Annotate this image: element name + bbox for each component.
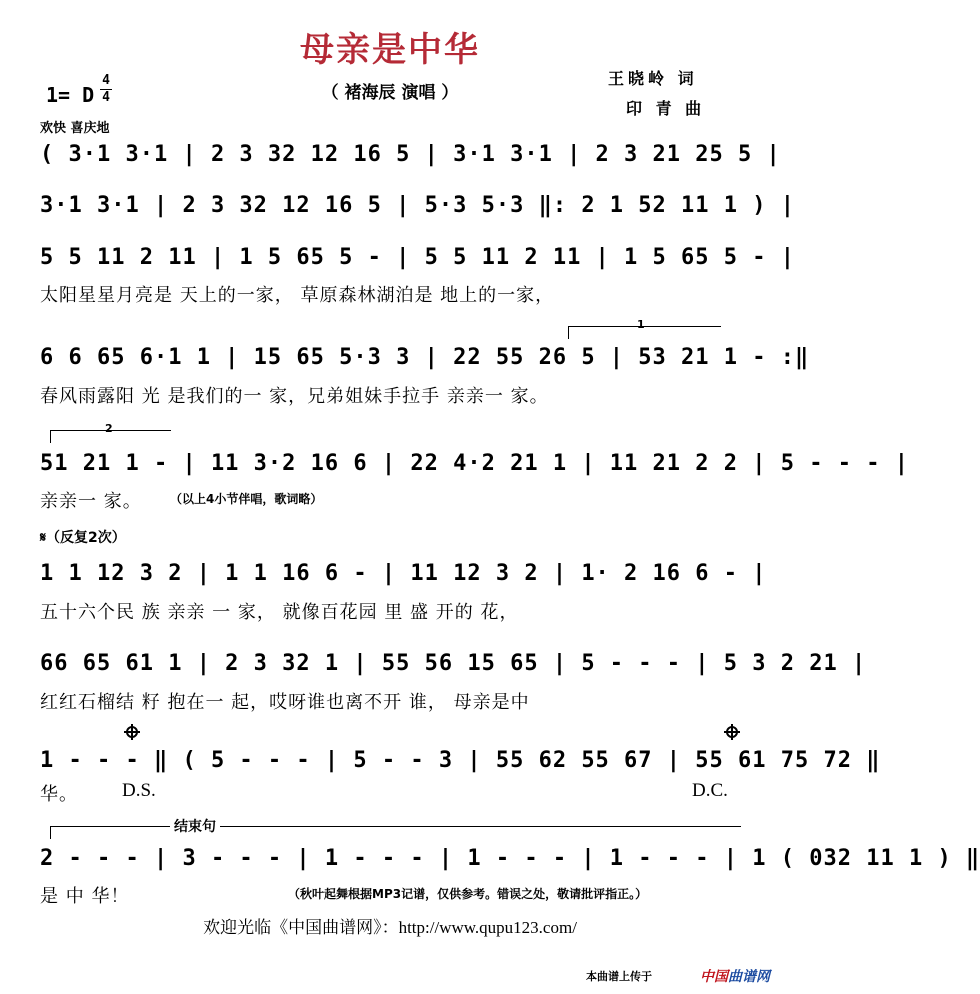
composer-credit: 印 青 曲 bbox=[626, 99, 706, 118]
score-row-9: 2 - - - | 3 - - - | 1 - - - | 1 - - - | 1 - - - | 1 ( 032 11 1 ) ‖ bbox=[40, 846, 980, 871]
segno-marker bbox=[40, 527, 126, 547]
volta-1-number: 1 bbox=[637, 318, 645, 331]
coda-icon bbox=[124, 724, 140, 740]
lyric-row-9: 是 中 华！ bbox=[40, 886, 130, 907]
singer-credit: （ 褚海辰 演唱 ） bbox=[321, 83, 459, 103]
da-capo-marker: D.C. bbox=[692, 780, 728, 801]
score-row-4: 6 6 65 6·1 1 | 15 65 5·3 3 | 22 55 26 5 | 53 21 1 - :‖ bbox=[40, 345, 810, 370]
logo-cc: 曲谱网 bbox=[728, 969, 770, 985]
score-row-8: 1 - - - ‖ ( 5 - - - | 5 - - 3 | 55 62 55 67 | 55 61 75 72 ‖ bbox=[40, 748, 881, 773]
score-row-7: 66 65 61 1 | 2 3 32 1 | 55 56 15 65 | 5 - - - | 5 3 2 21 | bbox=[40, 651, 867, 676]
transcription-note: （秋叶起舞根据MP3记谱，仅供参考。错误之处，敬请批评指正。） bbox=[288, 887, 648, 901]
lyric-row-7: 红红石榴结 籽 抱在一 起，哎呀谁也离不开 谁， 母亲是中 bbox=[40, 692, 530, 713]
score-row-5: 51 21 1 - | 11 3·2 16 6 | 22 4·2 21 1 | 11 21 2 2 | 5 - - - | bbox=[40, 451, 909, 476]
coda-icon bbox=[724, 724, 740, 740]
volta-2-number: 2 bbox=[105, 422, 113, 435]
welcome-footer: 欢迎光临《中国曲谱网》：http://www.qupu123.com/ bbox=[203, 918, 577, 937]
site-logo bbox=[700, 966, 770, 986]
lyric-row-4: 春风雨露阳 光 是我们的一 家，兄弟姐妹手拉手 亲亲一 家。 bbox=[40, 386, 549, 407]
ending-label: 结束句 bbox=[170, 816, 220, 836]
dal-segno-marker: D.S. bbox=[122, 780, 156, 801]
score-row-6: 1 1 12 3 2 | 1 1 16 6 - | 11 12 3 2 | 1· 2 16 6 - | bbox=[40, 561, 767, 586]
lyricist-credit: 王晓岭 词 bbox=[608, 69, 698, 88]
repeat-note: （反复2次） bbox=[46, 530, 126, 546]
song-title: 母亲是中华 bbox=[300, 30, 480, 70]
score-row-2: 3·1 3·1 | 2 3 32 12 16 5 | 5·3 5·3 ‖: 2 1 52 11 1 ) | bbox=[40, 193, 795, 218]
lyric-row-5: 亲亲一 家。 bbox=[40, 491, 142, 512]
lyric-row-8: 华。 bbox=[40, 784, 78, 805]
logo-brand: 中国 bbox=[700, 969, 728, 985]
accompaniment-note: （以上4小节伴唱，歌词略） bbox=[170, 492, 323, 506]
tempo-marking: 欢快 喜庆地 bbox=[40, 121, 110, 136]
segno-icon: 𝄋 bbox=[40, 530, 47, 546]
score-row-3: 5 5 11 2 11 | 1 5 65 5 - | 5 5 11 2 11 | 1 5 65 5 - | bbox=[40, 245, 795, 270]
score-row-1: ( 3·1 3·1 | 2 3 32 12 16 5 | 3·1 3·1 | 2 3 21 25 5 | bbox=[40, 142, 781, 167]
lyric-row-3: 太阳星星月亮是 天上的一家， 草原森林湖泊是 地上的一家， bbox=[40, 285, 555, 306]
key-signature: 1= D bbox=[46, 83, 95, 107]
lyric-row-6: 五十六个民 族 亲亲 一 家， 就像百花园 里 盛 开的 花， bbox=[40, 602, 519, 623]
meter-bottom: 4 bbox=[102, 90, 110, 105]
ending-bracket bbox=[50, 826, 741, 839]
time-signature bbox=[100, 74, 112, 105]
meter-top: 4 bbox=[102, 73, 110, 88]
upload-note: 本曲谱上传于 bbox=[586, 970, 652, 983]
